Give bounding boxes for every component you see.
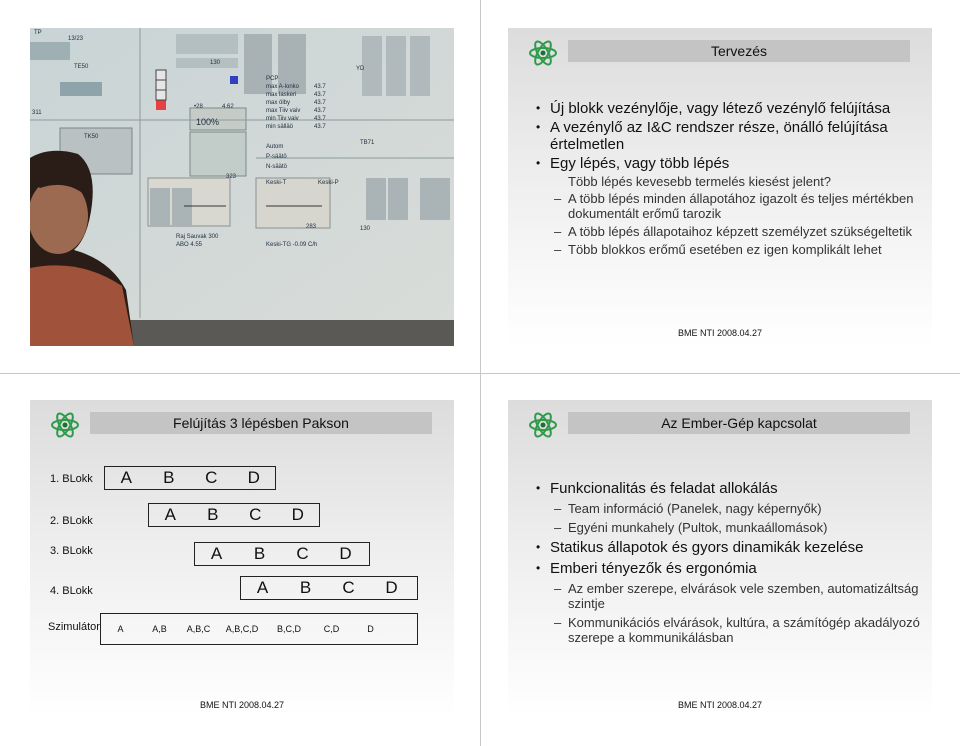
list-item-text: Egyéni munkahely (Pultok, munkaállomások) — [568, 520, 828, 535]
photo-label: Autom — [266, 144, 284, 150]
list-item — [554, 174, 916, 189]
simulator-label: Szimulátor — [48, 621, 100, 633]
list-item: • Új blokk vezénylője, vagy létező vezénylő felújítása — [536, 100, 891, 117]
slide-title — [90, 412, 432, 434]
sim-cell: C,D — [323, 624, 340, 634]
row-cell: B — [253, 544, 266, 563]
photo-label: ABO 4.55 — [176, 242, 203, 248]
photo-label: 130 — [210, 60, 221, 66]
list-item: – A több lépés állapotaihoz képzett személyzet szükségeltetik — [554, 224, 912, 239]
row-box — [148, 503, 320, 527]
photo-label: PCP — [266, 76, 279, 82]
row-cell: C — [249, 505, 262, 524]
slide-title — [568, 412, 910, 434]
list-item: – Az ember szerepe, elvárások vele szemben, automatizáltság szintje — [554, 581, 919, 611]
photo-label: 283 — [306, 224, 317, 230]
row-box — [240, 576, 418, 600]
row-cell: D — [385, 578, 398, 597]
photo-label: min Tiiv vaiv — [266, 116, 299, 122]
photo-label: 43.7 — [314, 116, 326, 122]
photo-label: 13/23 — [68, 36, 84, 42]
photo-label: 311 — [32, 110, 42, 116]
sim-cell: D — [367, 624, 374, 634]
list-item-text: A több lépés minden állapotához igazolt és teljes mértékben dokumentált erőmű tarozik — [568, 191, 914, 221]
row-label: 3. BLokk — [50, 545, 93, 557]
atom-logo-icon — [528, 38, 558, 68]
photo-label: N-säätö — [266, 164, 288, 170]
slide-footer: BME NTI 2008.04.27 — [199, 700, 285, 710]
list-item-text: Statikus állapotok és gyors dinamikák kezelése — [550, 539, 864, 556]
list-item-text: Új blokk vezénylője, vagy létező vezénylő felújítása — [550, 100, 891, 117]
photo-label: Keski-T — [266, 180, 287, 186]
row-label: 4. BLokk — [50, 585, 93, 597]
list-item: • Emberi tényezők és ergonómia — [536, 560, 757, 577]
photo-label: 100% — [196, 117, 220, 127]
slide-footer: BME NTI 2008.04.27 — [677, 328, 763, 338]
photo-label: max ölby — [266, 100, 291, 106]
row-cell: D — [339, 544, 352, 563]
list-item-text: Az ember szerepe, elvárások vele szemben, automatizáltság szintje — [568, 581, 919, 611]
row-box — [194, 542, 370, 566]
list-item: • Funkcionalitás és feladat allokálás — [536, 480, 778, 497]
sim-cell: A,B — [152, 624, 167, 634]
list-item: – A több lépés minden állapotához igazolt és teljes mértékben dokumentált erőmű tarozik — [554, 191, 916, 221]
photo-label: min sälläö — [266, 124, 294, 130]
list-item-text: A vezénylő az I&C rendszer része, önálló felújítása értelmetlen — [550, 119, 888, 153]
simulator-row — [100, 613, 418, 645]
list-item-text: Több lépés kevesebb termelés kiesést jelent? — [568, 174, 832, 189]
row-cell: A — [120, 468, 132, 487]
photo-label: 43.7 — [314, 108, 326, 114]
row-cell: C — [296, 544, 309, 563]
sim-cell: A,B,C,D — [225, 624, 259, 634]
row-cell: C — [205, 468, 218, 487]
bullet-list — [536, 100, 916, 260]
row-label: 1. BLokk — [50, 473, 93, 485]
row-cell: D — [291, 505, 304, 524]
slide-felujitas — [30, 400, 454, 718]
photo-label: max Tiiv vaiv — [266, 108, 301, 114]
list-item-text: Emberi tényezők és ergonómia — [550, 560, 757, 577]
photo-label: 130 — [360, 226, 371, 232]
sim-cell: A,B,C — [186, 624, 211, 634]
photo-label: P-säätö — [266, 154, 287, 160]
photo-label: Keski-TG -0.09 C/h — [266, 242, 318, 248]
row-cell: A — [256, 578, 269, 597]
list-item-text: Team információ (Panelek, nagy képernyők) — [568, 501, 822, 516]
slide-title-text: Felújítás 3 lépésben Pakson — [173, 415, 349, 431]
row-label: 2. BLokk — [50, 515, 93, 527]
photo-label: 43.7 — [314, 92, 326, 98]
slide-tervezes — [508, 28, 932, 346]
control-room-photo — [30, 28, 454, 346]
list-item-text: Egy lépés, vagy több lépés — [550, 155, 730, 172]
row-cell: B — [299, 578, 312, 597]
row-cell: D — [247, 468, 260, 487]
row-cell: A — [210, 544, 223, 563]
photo-label: 4.62 — [222, 104, 234, 110]
row-cell: C — [342, 578, 355, 597]
photo-label: TP — [34, 30, 42, 36]
slide-footer: BME NTI 2008.04.27 — [677, 700, 763, 710]
list-item: • Egy lépés, vagy több lépés — [536, 155, 730, 172]
slide-title-text: Az Ember-Gép kapcsolat — [661, 415, 817, 431]
list-item-text: Kommunikációs elvárások, kultúra, a számítógép akadályozó szerepe a kommunikálásban — [568, 615, 920, 645]
photo-label: 43.7 — [314, 84, 326, 90]
list-item: – Team információ (Panelek, nagy képernyők) — [554, 501, 822, 516]
row-box — [104, 466, 276, 490]
list-item: – Több blokkos erőmű esetében ez igen komplikált lehet — [554, 242, 882, 257]
bullet-list — [536, 478, 920, 649]
slide-title — [568, 40, 910, 62]
row-cell: B — [207, 505, 219, 524]
photo-label: 323 — [226, 174, 237, 180]
list-item-text: Több blokkos erőmű esetében ez igen komplikált lehet — [568, 242, 882, 257]
slide-ember-gep — [508, 400, 932, 718]
grid-line-horizontal — [0, 373, 960, 374]
list-item: – Kommunikációs elvárások, kultúra, a számítógép akadályozó szerepe a kommunikálásban — [554, 615, 920, 645]
photo-label: 43.7 — [314, 100, 326, 106]
list-item: • A vezénylő az I&C rendszer része, önálló felújítása értelmetlen — [536, 119, 916, 153]
photo-label: Raj Sauvak 300 — [176, 234, 219, 240]
row-cell: B — [163, 468, 175, 487]
photo-label: YD — [356, 66, 365, 72]
list-item-text: Funkcionalitás és feladat allokálás — [550, 480, 778, 497]
photo-label: TK50 — [84, 134, 99, 140]
sim-cell: B,C,D — [276, 624, 301, 634]
row-cell: A — [164, 505, 176, 524]
atom-logo-icon — [50, 410, 80, 440]
list-item-text: A több lépés állapotaihoz képzett személyzet szükségeltetik — [568, 224, 912, 239]
photo-label: max A-lonko — [266, 84, 300, 90]
slide-title-text: Tervezés — [710, 43, 768, 59]
photo-label: •28 — [194, 104, 203, 110]
atom-logo-icon — [528, 410, 558, 440]
photo-label: 43.7 — [314, 124, 326, 130]
photo-label: TE50 — [74, 64, 89, 70]
list-item: – Egyéni munkahely (Pultok, munkaállomások) — [554, 520, 828, 535]
photo-label: TB71 — [360, 140, 375, 146]
list-item: • Statikus állapotok és gyors dinamikák kezelése — [536, 539, 864, 556]
photo-label: Keski-P — [318, 180, 339, 186]
photo-label: max laskeri — [266, 92, 297, 98]
sim-cell: A — [117, 624, 124, 634]
